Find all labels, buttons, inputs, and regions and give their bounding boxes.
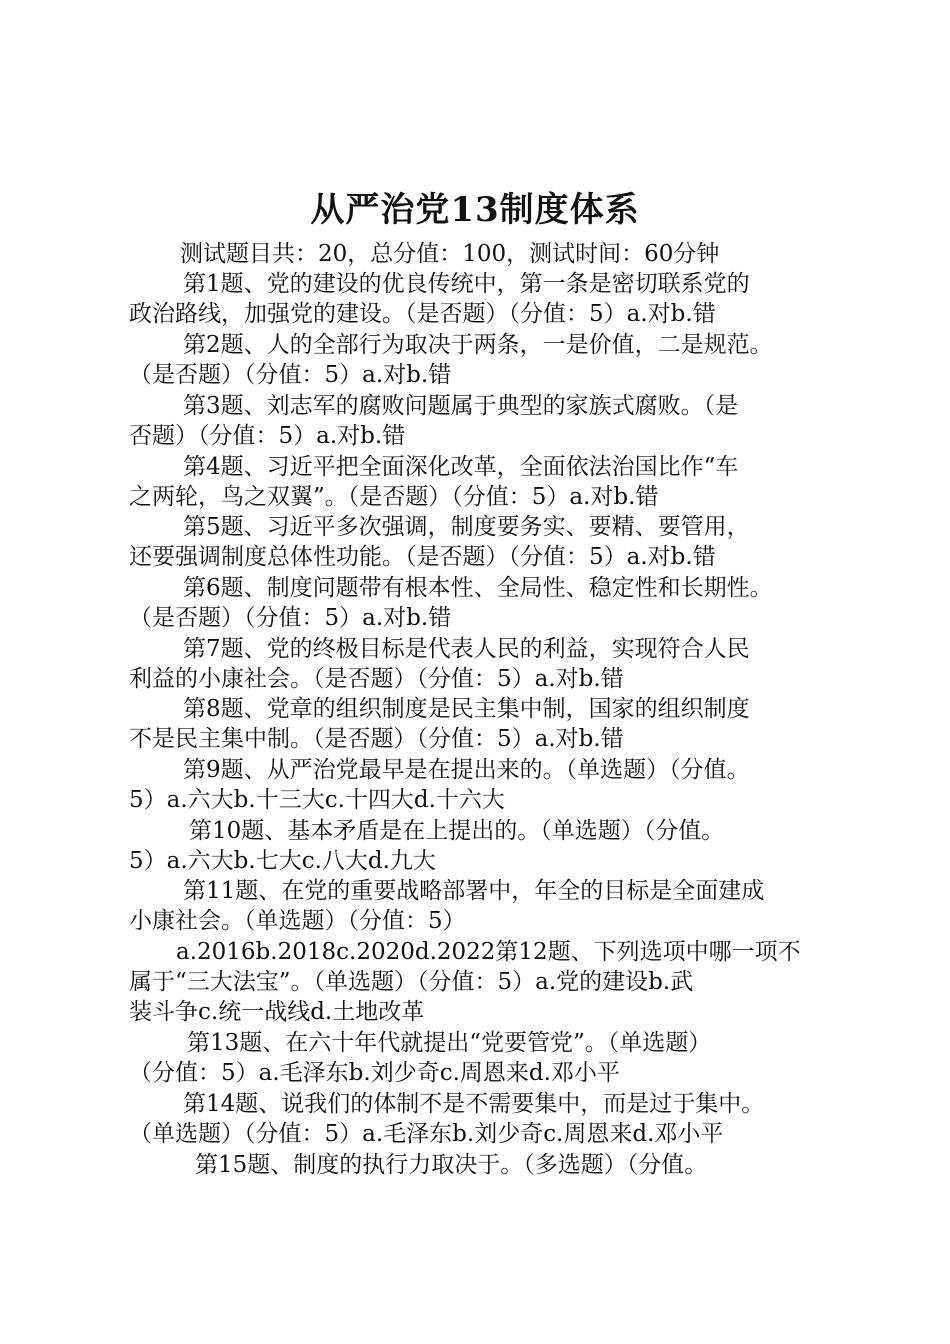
question-13-line-2: （分值：5）a.毛泽东b.刘少奇c.周恩来d.邓小平 — [129, 1060, 620, 1086]
question-7-line-1: 第7题、党的终极目标是代表人民的利益，实现符合人民 — [183, 636, 750, 662]
question-9-line-2: 5）a.六大b.十三大c.十四大d.十六大 — [129, 787, 505, 813]
question-4-line-1: 第4题、习近平把全面深化改革，全面依法治国比作“车 — [183, 454, 739, 480]
question-11-line-2: 小康社会。（单选题）（分值：5） — [129, 908, 466, 934]
question-11-line-1: 第11题、在党的重要战略部署中，年全的目标是全面建成 — [183, 878, 765, 904]
question-10-line-2: 5）a.六大b.七大c.八大d.九大 — [129, 848, 436, 874]
question-12-line-3: 装斗争c.统一战线d.土地改革 — [129, 999, 425, 1025]
question-5-line-1: 第5题、习近平多次强调，制度要务实、要精、要管用， — [183, 514, 750, 540]
test-info-line: 测试题目共：20，总分值：100，测试时间：60分钟 — [180, 241, 720, 267]
question-14-line-2: （单选题）（分值：5）a.毛泽东b.刘少奇c.周恩来d.邓小平 — [129, 1121, 724, 1147]
question-13-line-1: 第13题、在六十年代就提出“党要管党”。（单选题） — [187, 1030, 712, 1056]
question-8-line-1: 第8题、党章的组织制度是民主集中制，国家的组织制度 — [183, 696, 750, 722]
question-1-line-1: 第1题、党的建设的优良传统中，第一条是密切联系党的 — [183, 271, 750, 297]
question-15-line-1: 第15题、制度的执行力取决于。（多选题）（分值。 — [195, 1152, 708, 1178]
question-12-line-2: 属于“三大法宝”。（单选题）（分值：5）a.党的建设b.武 — [129, 969, 694, 995]
question-8-line-2: 不是民主集中制。（是否题）（分值：5）a.对b.错 — [129, 726, 624, 752]
question-5-line-2: 还要强调制度总体性功能。（是否题）（分值：5）a.对b.错 — [129, 544, 716, 570]
question-9-line-1: 第9题、从严治党最早是在提出来的。（单选题）（分值。 — [183, 757, 750, 783]
question-3-line-1: 第3题、刘志军的腐败问题属于典型的家族式腐败。（是 — [183, 393, 739, 419]
question-7-line-2: 利益的小康社会。（是否题）（分值：5）a.对b.错 — [129, 666, 624, 692]
document-title: 从严治党13制度体系 — [310, 190, 640, 230]
question-3-line-2: 否题）（分值：5）a.对b.错 — [129, 423, 406, 449]
question-6-line-2: （是否题）（分值：5）a.对b.错 — [129, 605, 452, 631]
question-4-line-2: 之两轮，鸟之双翼”。（是否题）（分值：5）a.对b.错 — [129, 484, 659, 510]
question-11-options-and-question-12-line-1: a.2016b.2018c.2020d.2022第12题、下列选项中哪一项不 — [176, 939, 801, 965]
question-1-line-2: 政治路线，加强党的建设。（是否题）（分值：5）a.对b.错 — [129, 301, 716, 327]
question-2-line-1: 第2题、人的全部行为取决于两条，一是价值，二是规范。 — [183, 332, 773, 358]
question-14-line-1: 第14题、说我们的体制不是不需要集中，而是过于集中。 — [183, 1091, 765, 1117]
question-10-line-1: 第10题、基本矛盾是在上提出的。（单选题）（分值。 — [189, 818, 725, 844]
question-2-line-2: （是否题）（分值：5）a.对b.错 — [129, 362, 452, 388]
question-6-line-1: 第6题、制度问题带有根本性、全局性、稳定性和长期性。 — [183, 575, 773, 601]
